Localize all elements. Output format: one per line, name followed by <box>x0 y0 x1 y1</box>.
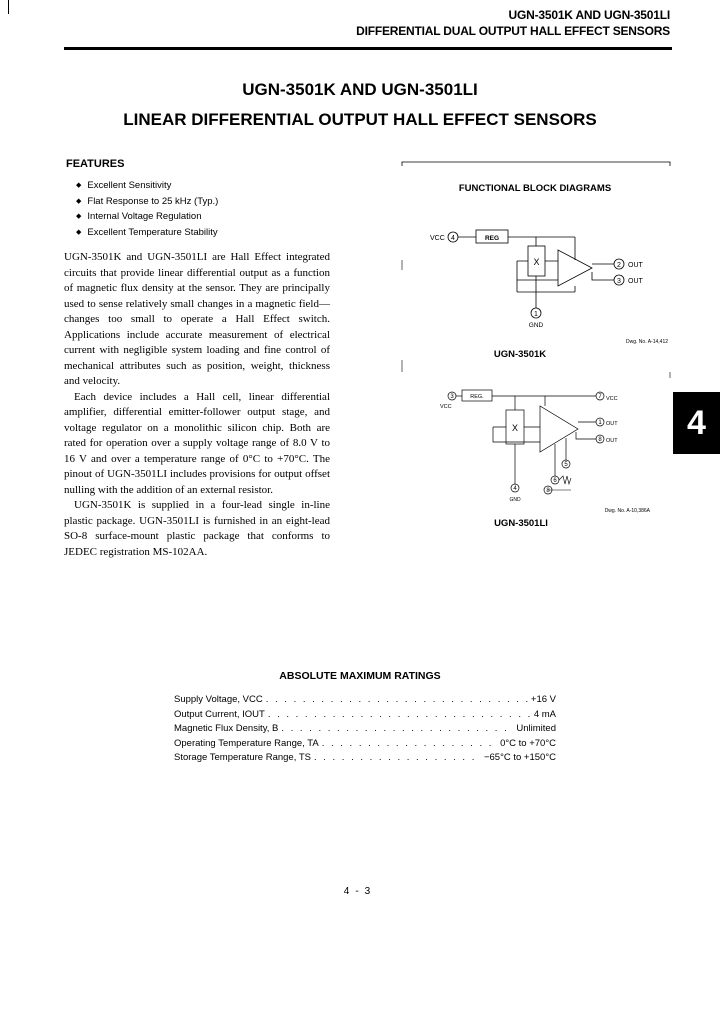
ratings-row <box>174 751 556 766</box>
out-label: OUT <box>628 278 643 285</box>
out-label: OUT <box>628 262 643 269</box>
regulator-label: REG <box>484 235 500 242</box>
scan-mark <box>8 0 9 14</box>
diagram-title: FUNCTIONAL BLOCK DIAGRAMS <box>458 183 612 194</box>
rating-label: Supply Voltage, VCC <box>174 694 263 705</box>
block-diagram-3501k <box>430 230 668 360</box>
regulator-label: REG. <box>470 394 484 400</box>
pin-label: 8 <box>546 488 550 494</box>
out-label: OUT <box>606 438 618 444</box>
description-paragraph: Each device includes a Hall cell, linear differential amplifier, differential emitter-follower output stage, and voltage regulator on a monolithic silicon chip. Both are rated for operation over a supply voltage range of 8.0 V to 16 V and over a temperature range of 0°C to +70°C. The pinout of UGN-3501LI includes provisions for output offset nulling with the addition of an external resistor. <box>64 390 330 496</box>
description-paragraph: UGN-3501K and UGN-3501LI are Hall Effect integrated circuits that provide linear differential output as a function of magnetic flux density at the sensor. They are principally used to sense relatively small changes in a magnetic field—changes too small to operate a Hall Effect switch. Applications include accurate measurement of electrical current with negligible system loading and fine control of mechanical attributes such as position, weight, thickness and velocity. <box>64 251 330 387</box>
rating-label: Operating Temperature Range, TA <box>174 737 319 749</box>
gnd-label: GND <box>528 322 544 329</box>
rating-value: Unlimited <box>516 723 556 734</box>
ratings-heading: ABSOLUTE MAXIMUM RATINGS <box>279 670 441 682</box>
rating-value: +16 V <box>530 694 556 705</box>
ratings-table <box>174 693 556 766</box>
running-header-parts: UGN-3501K AND UGN-3501LI <box>508 8 670 22</box>
feature-item: ◆ Internal Voltage Regulation <box>76 210 218 226</box>
null-resistor <box>559 476 571 484</box>
page-title-parts: UGN-3501K AND UGN-3501LI <box>242 80 478 99</box>
description <box>64 250 330 560</box>
drawing-number: Dwg. No. A-14,412 <box>626 339 668 345</box>
rating-label: Storage Temperature Range, TS <box>174 752 311 763</box>
block-diagram-3501li <box>440 390 651 529</box>
feature-item: ◆ Excellent Sensitivity <box>76 179 218 195</box>
rating-value: −65°C to +150°C <box>483 752 556 763</box>
pin-label: 1 <box>598 420 602 426</box>
drawing-number: Dwg. No. A-10,386A <box>604 508 650 514</box>
pin-label: 5 <box>564 462 568 468</box>
pin-label: 2 <box>617 262 621 269</box>
out-label: OUT <box>606 421 618 427</box>
rating-value: 0°C to +70°C <box>500 737 556 749</box>
header-rule <box>64 47 672 50</box>
pin-label: 3 <box>450 394 454 400</box>
amplifier-triangle <box>540 406 578 452</box>
vcc-label: VCC <box>430 235 445 242</box>
vcc-label: VCC <box>440 404 452 410</box>
ratings-row <box>174 708 556 723</box>
gnd-label: GND <box>509 497 521 503</box>
pin-label: 7 <box>598 394 602 400</box>
ratings-row <box>174 722 556 737</box>
rating-value: 4 mA <box>533 708 556 720</box>
ratings-row <box>174 693 556 708</box>
diagram-caption: UGN-3501LI <box>494 518 548 529</box>
features-list <box>76 179 218 241</box>
ratings-row <box>174 737 556 752</box>
diagram-frame <box>402 162 670 166</box>
running-header-title: DIFFERENTIAL DUAL OUTPUT HALL EFFECT SENSORS <box>356 24 670 38</box>
hall-cell-label: X <box>511 423 519 433</box>
functional-block-diagrams <box>400 160 672 530</box>
page-title: LINEAR DIFFERENTIAL OUTPUT HALL EFFECT SENSORS <box>123 110 597 129</box>
feature-item: ◆ Flat Response to 25 kHz (Typ.) <box>76 195 218 211</box>
feature-item: ◆ Excellent Temperature Stability <box>76 226 218 242</box>
page-number: 4-3 <box>343 886 377 897</box>
rating-label: Magnetic Flux Density, B <box>174 723 279 734</box>
rating-label: Output Current, IOUT <box>174 708 265 720</box>
pin-label: 3 <box>617 278 621 285</box>
pin-label: 4 <box>513 486 517 492</box>
pin-label: 8 <box>598 437 602 443</box>
pin-label: 6 <box>553 478 557 484</box>
pin-label: 1 <box>534 311 538 318</box>
diagram-caption: UGN-3501K <box>493 349 547 360</box>
vcc-label: VCC <box>606 396 618 402</box>
hall-cell-label: X <box>533 257 540 267</box>
features-heading: FEATURES <box>66 158 125 170</box>
pin-label: 4 <box>451 235 455 242</box>
description-paragraph: UGN-3501K is supplied in a four-lead single in-line plastic package. UGN-3501LI is furnished in an eight-lead SO-8 surface-mount plastic package that conforms to JEDEC registration MS-102AA. <box>64 499 330 558</box>
section-tab: 4 <box>673 392 720 454</box>
